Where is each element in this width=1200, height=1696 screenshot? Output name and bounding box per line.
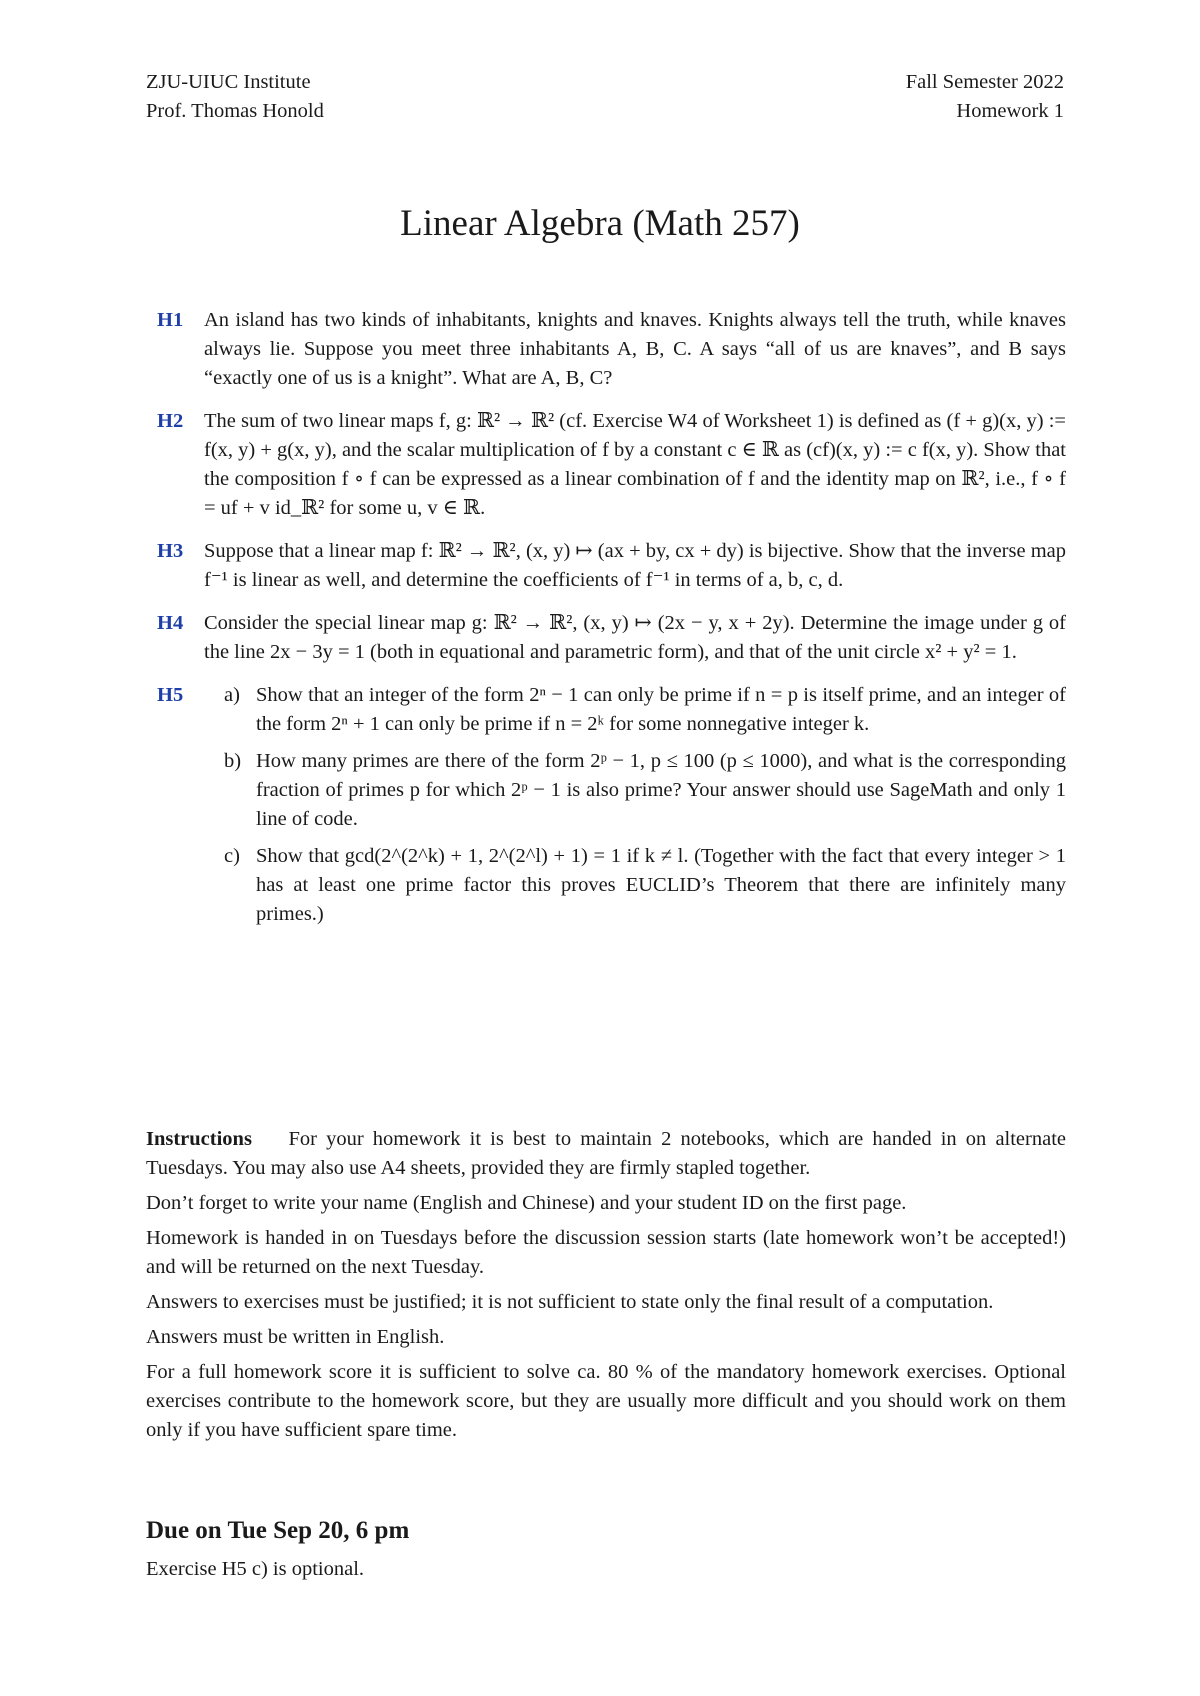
header-left xyxy=(146,68,324,126)
problem-label: H1 xyxy=(157,309,184,331)
problem-h5 xyxy=(146,681,1066,929)
instructions-section xyxy=(146,1125,1066,1451)
subproblem-a xyxy=(204,681,1066,739)
instruction-paragraph: For a full homework score it is sufficient to solve ca. 80 % of the mandatory homework exercises. Optional exercises contribute to the homework score, but they are usually more difficult and you should work on them only if you have sufficient spare time. xyxy=(146,1361,1066,1441)
problem-text: Suppose that a linear map f: ℝ² → ℝ², (x, y) ↦ (ax + by, cx + dy) is bijective. Show that the inverse map f⁻¹ is linear as well, and determine the coefficients of f⁻¹ in terms of a, b, c, d. xyxy=(204,540,1066,591)
problem-text: The sum of two linear maps f, g: ℝ² → ℝ² (cf. Exercise W4 of Worksheet 1) is defined as (f + g)(x, y) := f(x, y) + g(x, y), and the scalar multiplication of f by a constant c ∈ ℝ as (cf)(x, y) := c f(x, y). Show that the composition f ∘ f can be expressed as a linear combination of f and the identity map on ℝ², i.e., f ∘ f = uf + v id_ℝ² for some u, v ∈ ℝ. xyxy=(204,410,1066,519)
instruction-paragraph: Don’t forget to write your name (English and Chinese) and your student ID on the first page. xyxy=(146,1192,907,1214)
problem-label: H3 xyxy=(157,540,184,562)
instructions-heading: Instructions xyxy=(146,1128,252,1150)
header-right xyxy=(906,68,1064,126)
problem-h1 xyxy=(146,306,1066,393)
problem-h4 xyxy=(146,609,1066,667)
problem-text: Consider the special linear map g: ℝ² → ℝ², (x, y) ↦ (2x − y, x + 2y). Determine the image under g of the line 2x − 3y = 1 (both in equational and parametric form), and that of the unit circle x² + y² = 1. xyxy=(204,612,1066,663)
page-header xyxy=(146,68,1064,128)
problem-label: H5 xyxy=(157,684,184,706)
instruction-paragraph: Answers to exercises must be justified; it is not sufficient to state only the final result of a computation. xyxy=(146,1291,994,1313)
problem-text: An island has two kinds of inhabitants, knights and knaves. Knights always tell the truth, while knaves always lie. Suppose you meet three inhabitants A, B, C. A says “all of us are knaves”, and B says “exactly one of us is a knight”. What are A, B, C? xyxy=(204,309,1066,389)
semester-label: Fall Semester 2022 xyxy=(905,71,1064,93)
subproblem-label: a) xyxy=(224,684,240,706)
instructions-intro xyxy=(146,1125,1066,1183)
subproblem-c xyxy=(204,842,1066,929)
instruction-paragraph: Homework is handed in on Tuesdays before the discussion session starts (late homework won’t be accepted!) and will be returned on the next Tuesday. xyxy=(146,1227,1066,1278)
instructions-first: For your homework it is best to maintain 2 notebooks, which are handed in on alternate Tuesdays. You may also use A4 sheets, provided they are firmly stapled together. xyxy=(146,1128,1066,1179)
problem-label: H4 xyxy=(157,612,184,634)
instruction-paragraph: Answers must be written in English. xyxy=(146,1326,445,1348)
subproblem-label: c) xyxy=(224,845,240,867)
problem-label: H2 xyxy=(157,410,184,432)
problem-h2 xyxy=(146,407,1066,523)
subproblem-label: b) xyxy=(224,750,242,772)
professor-name: Prof. Thomas Honold xyxy=(146,100,324,122)
document-title: Linear Algebra (Math 257) xyxy=(400,203,800,244)
institute-name: ZJU-UIUC Institute xyxy=(146,71,311,93)
subproblem-text: Show that gcd(2^(2^k) + 1, 2^(2^l) + 1) = 1 if k ≠ l. (Together with the fact that every integer > 1 has at least one prime factor this proves EUCLID’s Theorem that there are infinitely many primes.) xyxy=(256,845,1066,925)
due-note: Exercise H5 c) is optional. xyxy=(146,1558,365,1580)
problem-h3 xyxy=(146,537,1066,595)
due-date-heading: Due on Tue Sep 20, 6 pm xyxy=(146,1517,410,1544)
subproblem-b xyxy=(204,747,1066,834)
problem-list xyxy=(146,306,1066,943)
subproblem-text: Show that an integer of the form 2ⁿ − 1 can only be prime if n = p is itself prime, and an integer of the form 2ⁿ + 1 can only be prime if n = 2ᵏ for some nonnegative integer k. xyxy=(256,684,1066,735)
homework-label: Homework 1 xyxy=(956,100,1064,122)
subproblem-text: How many primes are there of the form 2ᵖ − 1, p ≤ 100 (p ≤ 1000), and what is the corresponding fraction of primes p for which 2ᵖ − 1 is also prime? Your answer should use SageMath and only 1 line of code. xyxy=(256,750,1066,830)
